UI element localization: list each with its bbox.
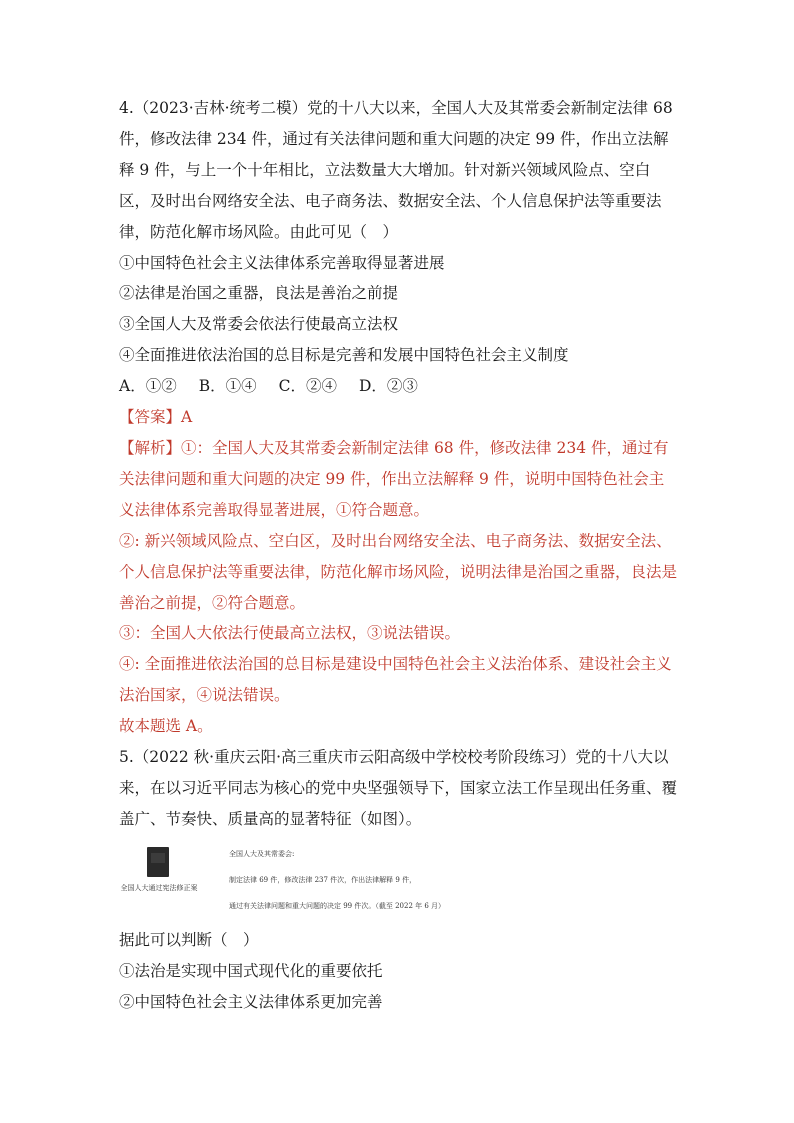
- q4-option-b: B．①④: [198, 377, 257, 396]
- q4-stem: 4.（2023·吉林·统考二模）党的十八大以来，全国人大及其常委会新制定法律 68 件，修改法律 234 件，通过有关法律问题和重大问题的决定 99 件，作出立法解释 9 件，与上一个十年相比，立法数量大大增加。针对新兴领域风险点、空白区，及时出台网络安全法、电子商务法、数据安全法、个人信息保护法等重要法律，防范化解市场风险。由此可见（ ）: [119, 99, 673, 241]
- q4-option-c: C．②④: [278, 377, 337, 396]
- q4-item-1: ①中国特色社会主义法律体系完善取得显著进展: [119, 253, 445, 272]
- answer-value: A: [181, 408, 193, 427]
- q4-answer: [119, 402, 679, 433]
- q4-analysis-1: [119, 433, 679, 526]
- q4-item-3: ③全国人大及常委会依法行使最高立法权: [119, 315, 399, 334]
- q5-prompt: 据此可以判断（ ）: [119, 930, 259, 949]
- q4-conclusion: 故本题选 A。: [119, 717, 213, 736]
- q4-analysis-3: ③：全国人大依法行使最高立法权，③说法错误。: [119, 624, 461, 643]
- document-content: [119, 93, 679, 1017]
- figure-caption: 全国人大通过宪法修正案: [120, 883, 198, 892]
- q4-option-a: A．①②: [119, 377, 177, 396]
- figure-line-3: 通过有关法律问题和重大问题的决定 99 件次。（截至 2022 年 6 月）: [229, 901, 446, 910]
- q4-item-2: ②法律是治国之重器，良法是善治之前提: [119, 284, 399, 303]
- q5-figure: [119, 837, 679, 923]
- answer-tag: 【答案】: [119, 408, 182, 427]
- analysis-tag: 【解析】: [119, 438, 182, 457]
- q4-analysis-4: ④: 全面推进依法治国的总目标是建设中国特色社会主义法治体系、建设社会主义法治国家，④说法错误。: [119, 655, 672, 705]
- q4-option-d: D．②③: [358, 377, 418, 396]
- book-image: [147, 847, 169, 877]
- figure-line-1: 全国人大及其常委会:: [229, 849, 295, 858]
- q4-analysis-2: ②: 新兴领域风险点、空白区，及时出台网络安全法、电子商务法、数据安全法、个人信息保护法等重要法律，防范化解市场风险，说明法律是治国之重器，良法是善治之前提，②符合题意。: [119, 531, 678, 612]
- q4-options: [119, 371, 679, 402]
- analysis-text-1: ①：全国人大及其常委会新制定法律 68 件，修改法律 234 件，通过有关法律问题和重大问题的决定 99 件，作出立法解释 9 件，说明中国特色社会主义法律体系完善取得显著进展，①符合题意。: [119, 438, 669, 519]
- q4-item-4: ④全面推进依法治国的总目标是完善和发展中国特色社会主义制度: [119, 346, 569, 365]
- figure-line-2: 制定法律 69 件，修改法律 237 件次，作出法律解释 9 件，: [229, 875, 417, 884]
- q5-item-2: ②中国特色社会主义法律体系更加完善: [119, 992, 383, 1011]
- figure-text: [229, 841, 549, 919]
- q5-stem: 5.（2022 秋·重庆云阳·高三重庆市云阳高级中学校校考阶段练习）党的十八大以来，在以习近平同志为核心的党中央坚强领导下，国家立法工作呈现出任务重、覆盖广、节奏快、质量高的显著特征（如图）。: [119, 748, 678, 828]
- q5-item-1: ①法治是实现中国式现代化的重要依托: [119, 961, 383, 980]
